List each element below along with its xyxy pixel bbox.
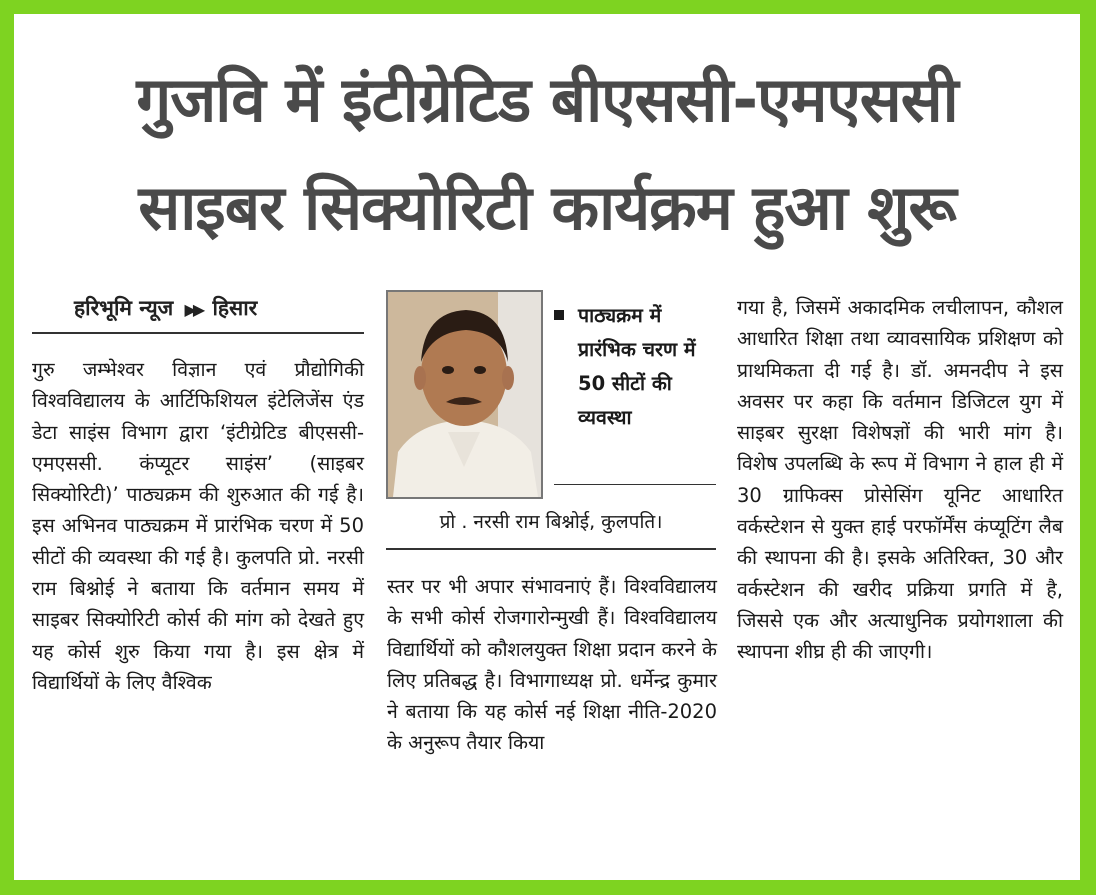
highlight-rule	[554, 484, 716, 485]
byline-rule	[32, 332, 364, 334]
byline-source: हरिभूमि न्यूज	[74, 296, 174, 320]
headline-line-2: साइबर सिक्योरिटी कार्यक्रम हुआ शुरू	[138, 171, 956, 244]
caption-rule	[386, 548, 716, 550]
headline-line-1: गुजवि में इंटीग्रेटिड बीएससी-एमएससी	[136, 63, 958, 136]
portrait-photo	[386, 290, 543, 499]
highlight-text: पाठ्यक्रम में प्रारंभिक चरण में 50 सीटों की व्यवस्था	[578, 304, 696, 429]
article-column-2: स्तर पर भी अपार संभावनाएं हैं। विश्वविद्यालय के सभी कोर्स रोजगारोन्मुखी हैं। विश्वविद्यालय विद्यार्थियों को कौशलयुक्त शिक्षा प्रदान करने के लिए प्रतिबद्ध है। विभागाध्यक्ष प्रो. धर्मेन्द्र कुमार ने बताया कि यह कोर्स नई शिक्षा नीति-2020 के अनुरूप तैयार किया	[387, 575, 717, 755]
article-column-1: गुरु जम्भेश्वर विज्ञान एवं प्रौद्योगिकी विश्वविद्यालय के आर्टिफिशियल इंटेलिजेंस एंड डेटा साइंस विभाग द्वारा ‘इंटीग्रेटिड बीएससी-एमएससी. कंप्यूटर साइंस’ (साइबर सिक्योरिटी)’ पाठ्यक्रम की शुरुआत की गई है। इस अभिनव पाठ्यक्रम में प्रारंभिक चरण में 50 सीटों की व्यवस्था की गई है। कुलपति प्रो. नरसी राम बिश्नोई ने बताया कि वर्तमान समय में साइबर सिक्योरिटी कोर्स की मांग को देखते हुए यह कोर्स शुरु किया गया है। इस क्षेत्र में विद्यार्थियों के लिए वैश्विक	[32, 358, 364, 694]
article-column-3: गया है, जिसमें अकादमिक लचीलापन, कौशल आधारित शिक्षा तथा व्यावसायिक प्रशिक्षण को प्राथमिकता दी गई है। डॉ. अमनदीप ने इस अवसर पर कहा कि वर्तमान डिजिटल युग में साइबर सुरक्षा विशेषज्ञों की भारी मांग है। विशेष उपलब्धि के रूप में विभाग ने हाल ही में 30 ग्राफिक्स प्रोसेसिंग यूनिट आधारित वर्कस्टेशन से युक्त हाई परफॉर्मेंस कंप्यूटिंग लैब की स्थापना की है। इसके अतिरिक्त, 30 और वर्कस्टेशन की खरीद प्रक्रिया प्रगति में है, जिससे एक और अत्याधुनिक प्रयोगशाला की स्थापना शीघ्र ही की जाएगी।	[737, 296, 1063, 664]
highlight-box	[554, 299, 714, 435]
byline	[74, 294, 257, 322]
portrait-image	[388, 292, 541, 497]
photo-caption: प्रो . नरसी राम बिश्नोई, कुलपति।	[439, 511, 663, 533]
byline-separator-icon: ▶▶	[184, 300, 202, 319]
byline-place: हिसार	[212, 296, 258, 320]
newspaper-clipping	[14, 14, 1080, 880]
